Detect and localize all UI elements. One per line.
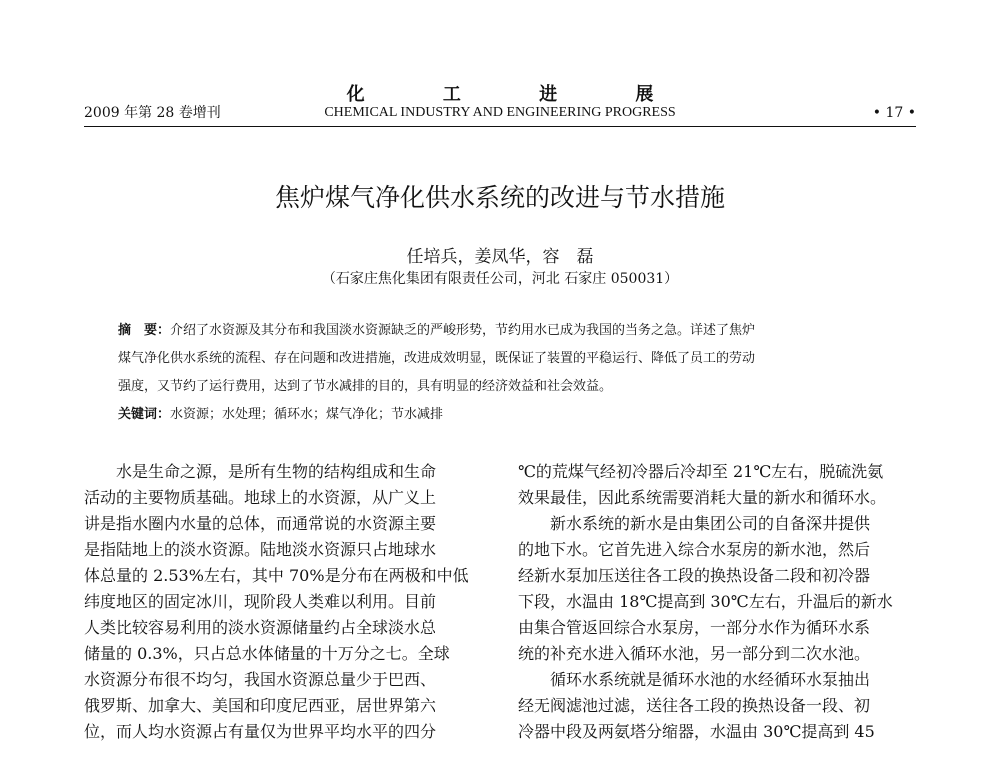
body-line: 效果最佳，因此系统需要消耗大量的新水和循环水。 [518,488,887,507]
body-line: 水资源分布很不均匀，我国水资源总量少于巴西、 [84,670,437,689]
body-line: 俄罗斯、加拿大、美国和印度尼西亚，居世界第六 [84,696,437,715]
body-line: 讲是指水圈内水量的总体，而通常说的水资源主要 [84,514,437,533]
body-line: 统的补充水进入循环水池，另一部分到二次水池。 [518,644,871,663]
body-line: 位，而人均水资源占有量仅为世界平均水平的四分 [84,722,437,741]
body-line: 的地下水。它首先进入综合水泵房的新水池，然后 [518,540,871,559]
body-line: 水是生命之源，是所有生物的结构组成和生命 [84,462,437,481]
body-line: 人类比较容易利用的淡水资源储量约占全球淡水总 [84,618,437,637]
body-line: 冷器中段及两氨塔分缩器，水温由 30℃提高到 45 [518,722,875,741]
abstract-line: 强度，又节约了运行费用，达到了节水减排的目的，具有明显的经济效益和社会效益。 [118,379,613,394]
abstract-text: 介绍了水资源及其分布和我国淡水资源缺乏的严峻形势，节约用水已成为我国的当务之急。详述了焦炉 [170,323,756,338]
body-right-column [518,459,916,745]
author-affiliation: （石家庄焦化集团有限责任公司，河北 石家庄 050031） [321,271,679,287]
body-line: 新水系统的新水是由集团公司的自备深井提供 [518,514,871,533]
body-line: 是指陆地上的淡水资源。陆地淡水资源只占地球水 [84,540,437,559]
body-line: 纬度地区的固定冰川，现阶段人类难以利用。目前 [84,592,437,611]
body-line: 经新水泵加压送往各工段的换热设备二段和初冷器 [518,566,871,585]
body-line: 经无阀滤池过滤，送往各工段的换热设备一段、初 [518,696,871,715]
issue-info: 2009 年第 28 卷增刊 [84,105,221,121]
body-line: 由集合管返回综合水泵房，一部分水作为循环水系 [518,618,871,637]
body-line: 循环水系统就是循环水池的水经循环水泵抽出 [518,670,871,689]
abstract-line: 煤气净化供水系统的流程、存在问题和改进措施，改进成效明显，既保证了装置的平稳运行、降低了员工的劳动 [118,351,756,366]
body-line: 下段，水温由 18℃提高到 30℃左右，升温后的新水 [518,592,893,611]
article-authors: 任培兵，姜凤华，容 磊 [406,247,594,267]
running-header [84,104,916,127]
journal-name: 化 工 进 展 [346,84,690,105]
body-line: 体总量的 2.53%左右，其中 70%是分布在两极和中低 [84,566,469,585]
keywords-text: 水资源；水处理；循环水；煤气净化；节水减排 [170,407,444,422]
body-left-column [84,459,482,745]
body-line: 活动的主要物质基础。地球上的水资源，从广义上 [84,488,437,507]
body-line: 储量的 0.3%，只占总水体储量的十万分之七。全球 [84,644,450,663]
page-number: • 17 • [872,105,916,121]
abstract-label: 摘 要： [118,323,171,338]
keywords-label: 关键词： [118,407,171,422]
article-title: 焦炉煤气净化供水系统的改进与节水措施 [274,183,725,212]
body-line: ℃的荒煤气经初冷器后冷却至 21℃左右，脱硫洗氨 [518,462,884,481]
journal-english-name: CHEMICAL INDUSTRY AND ENGINEERING PROGRESS [324,105,676,120]
keywords-line [118,406,443,424]
abstract-line [118,322,755,340]
